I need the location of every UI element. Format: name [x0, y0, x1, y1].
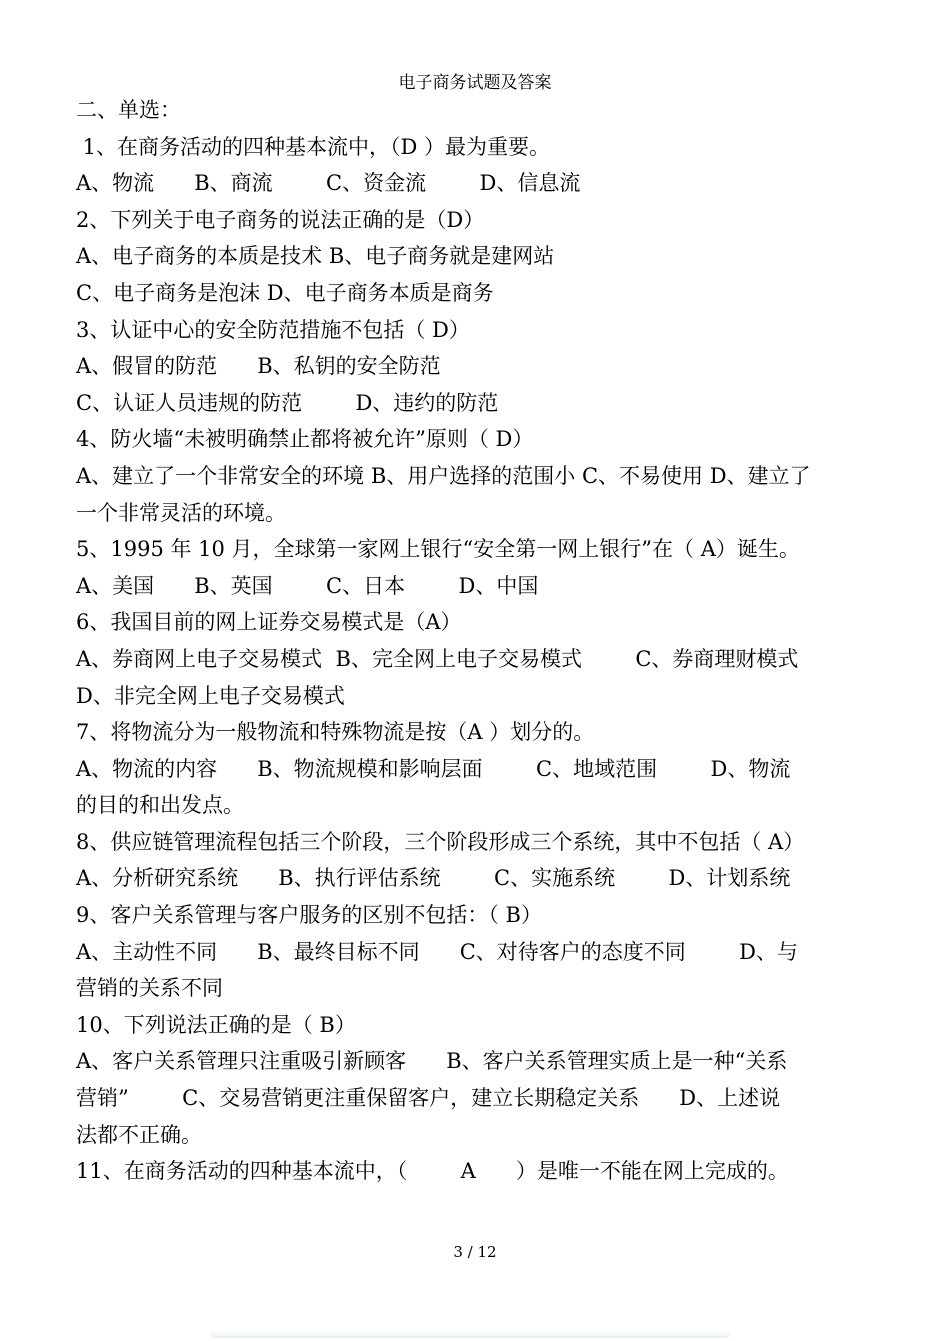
text-line: A、美国 B、英国 C、日本 D、中国	[76, 573, 539, 598]
text-line: A、主动性不同 B、最终目标不同 C、对待客户的态度不同 D、与	[76, 939, 799, 964]
text-line: 营销的关系不同	[76, 976, 223, 1001]
text-line: 的目的和出发点。	[76, 793, 244, 818]
page-number: 3 / 12	[453, 1243, 497, 1261]
text-line: A、物流 B、商流 C、资金流 D、信息流	[76, 171, 581, 196]
text-line: A、建立了一个非常安全的环境 B、用户选择的范围小 C、不易使用 D、建立了	[76, 463, 811, 488]
text-line: 法都不正确。	[76, 1122, 202, 1147]
text-line: 5、1995 年 10 月，全球第一家网上银行“安全第一网上银行”在（ A）诞生。	[76, 537, 800, 562]
text-line: 一个非常灵活的环境。	[76, 500, 286, 525]
text-line: 二、单选：	[76, 98, 181, 122]
text-line: 8、供应链管理流程包括三个阶段，三个阶段形成三个系统，其中不包括（ A）	[76, 829, 805, 854]
text-line: C、认证人员违规的防范 D、违约的防范	[76, 390, 499, 415]
text-line: 7、将物流分为一般物流和特殊物流是按（A ）划分的。	[76, 720, 595, 745]
scan-artifact	[210, 1330, 730, 1338]
text-line: 4、防火墙“未被明确禁止都将被允许”原则（ D）	[76, 427, 534, 452]
text-line: 6、我国目前的网上证券交易模式是（A）	[76, 610, 462, 635]
text-line: 11、在商务活动的四种基本流中，（ A ）是唯一不能在网上完成的。	[76, 1159, 789, 1184]
text-line: 9、客户关系管理与客户服务的区别不包括：（ B）	[76, 903, 542, 928]
text-line: 营销” C、交易营销更注重保留客户，建立长期稳定关系 D、上述说	[76, 1086, 781, 1111]
text-line: C、电子商务是泡沫 D、电子商务本质是商务	[76, 280, 494, 305]
text-line: A、分析研究系统 B、执行评估系统 C、实施系统 D、计划系统	[76, 866, 791, 891]
text-line: D、非完全网上电子交易模式	[76, 683, 345, 708]
text-line: A、客户关系管理只注重吸引新顾客 B、客户关系管理实质上是一种“关系	[76, 1049, 788, 1074]
text-line: A、物流的内容 B、物流规模和影响层面 C、地域范围 D、物流	[76, 756, 791, 781]
text-line: 3、认证中心的安全防范措施不包括（ D）	[76, 317, 470, 342]
text-line: A、券商网上电子交易模式 B、完全网上电子交易模式 C、券商理财模式	[76, 646, 799, 671]
page-header: 电子商务试题及答案	[398, 73, 552, 93]
text-line: A、假冒的防范 B、私钥的安全防范	[76, 354, 441, 379]
document-body	[76, 92, 854, 1190]
text-line: 10、下列说法正确的是（ B）	[76, 1012, 356, 1037]
text-line: A、电子商务的本质是技术 B、电子商务就是建网站	[76, 244, 555, 269]
text-line: 2、下列关于电子商务的说法正确的是（D）	[76, 207, 485, 232]
text-line: 1、在商务活动的四种基本流中，（D ）最为重要。	[76, 134, 551, 159]
